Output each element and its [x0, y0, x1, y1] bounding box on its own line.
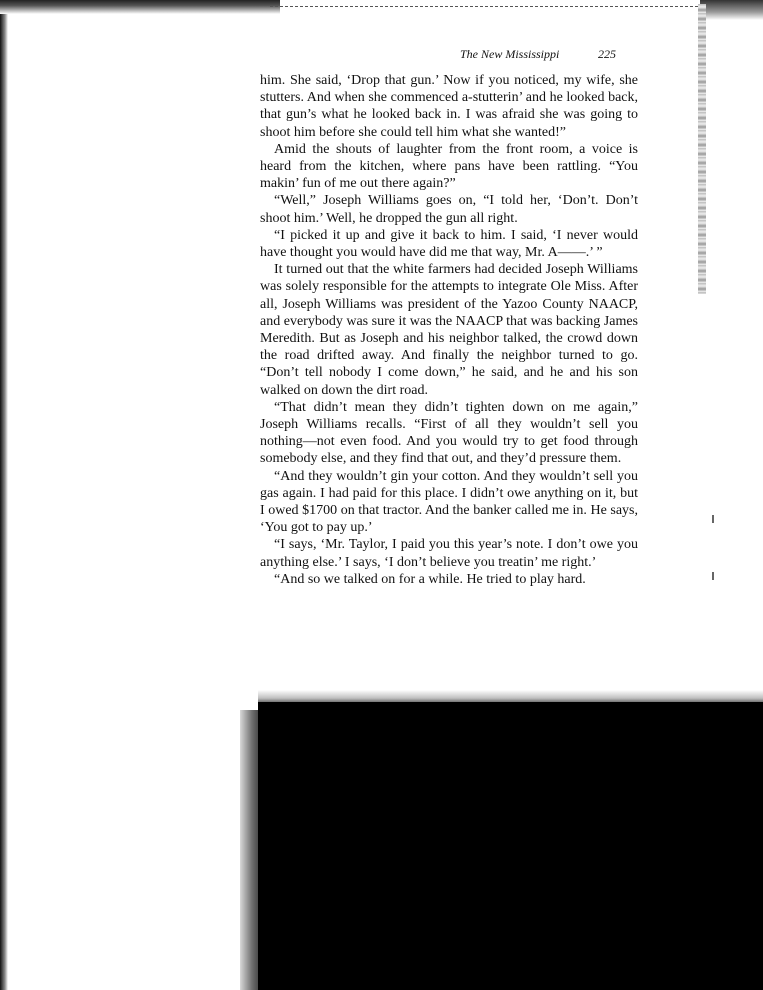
paragraph: “I picked it up and give it back to him. I said, ‘I never would have thought you would have did me that way, Mr. A——.’ ”: [260, 227, 638, 261]
paragraph: It turned out that the white farmers had decided Joseph Williams was solely responsible for the attempts to integrate Ole Miss. After all, Joseph Williams was president of the Yazoo County NAACP, and everybody was sure it was the NAACP that was backing James Meredith. But as Joseph and his neighbor talked, the crowd down the road drifted away. And finally the neighbor turned to go. “Don’t tell nobody I come down,” he said, and he and his son walked on down the dirt road.: [260, 262, 638, 398]
page-edge-dashes: [270, 6, 763, 7]
scan-border-top-right: [700, 0, 763, 20]
running-title: The New Mississippi: [460, 47, 560, 61]
page-edge-right: [698, 4, 706, 294]
paragraph: “And so we talked on for a while. He tried to play hard.: [274, 571, 586, 587]
edge-mark: [712, 572, 714, 580]
paragraph: Amid the shouts of laughter from the front room, a voice is heard from the kitchen, where pans have been rattling. “You makin’ fun of me out there again?”: [260, 141, 638, 192]
paragraph: “And they wouldn’t gin your cotton. And they wouldn’t sell you gas again. I had paid for this place. I didn’t owe anything on it, but I owed $1700 on that tractor. And the banker called me in. He says, ‘You got to pay up.’: [260, 468, 638, 536]
page-number: 225: [598, 47, 616, 61]
paragraph: him. She said, ‘Drop that gun.’ Now if you noticed, my wife, she stutters. And when she commenced a-stutterin’ and he looked back, that gun’s what he looked back in. I was afraid she was going to shoot him before she could tell him what she wanted!”: [260, 73, 638, 140]
paragraph: “That didn’t mean they didn’t tighten down on me again,” Joseph Williams recalls. “First of all they wouldn’t sell you nothing—not even food. And you would try to get food through somebody else, and they find that out, and they’d pressure them.: [260, 399, 638, 467]
paragraph: “Well,” Joseph Williams goes on, “I told her, ‘Don’t. Don’t shoot him.’ Well, he dropped the gun all right.: [260, 193, 638, 226]
scan-shadow-bottom: [258, 702, 763, 990]
scan-border-top: [0, 0, 280, 14]
edge-mark: [712, 515, 714, 523]
binding-shadow-left: [0, 0, 8, 990]
paragraph: “I says, ‘Mr. Taylor, I paid you this year’s note. I don’t owe you anything else.’ I says, ‘I don’t believe you treatin’ me right.’: [260, 537, 638, 570]
running-header: [460, 47, 640, 67]
body-text: [260, 72, 638, 588]
